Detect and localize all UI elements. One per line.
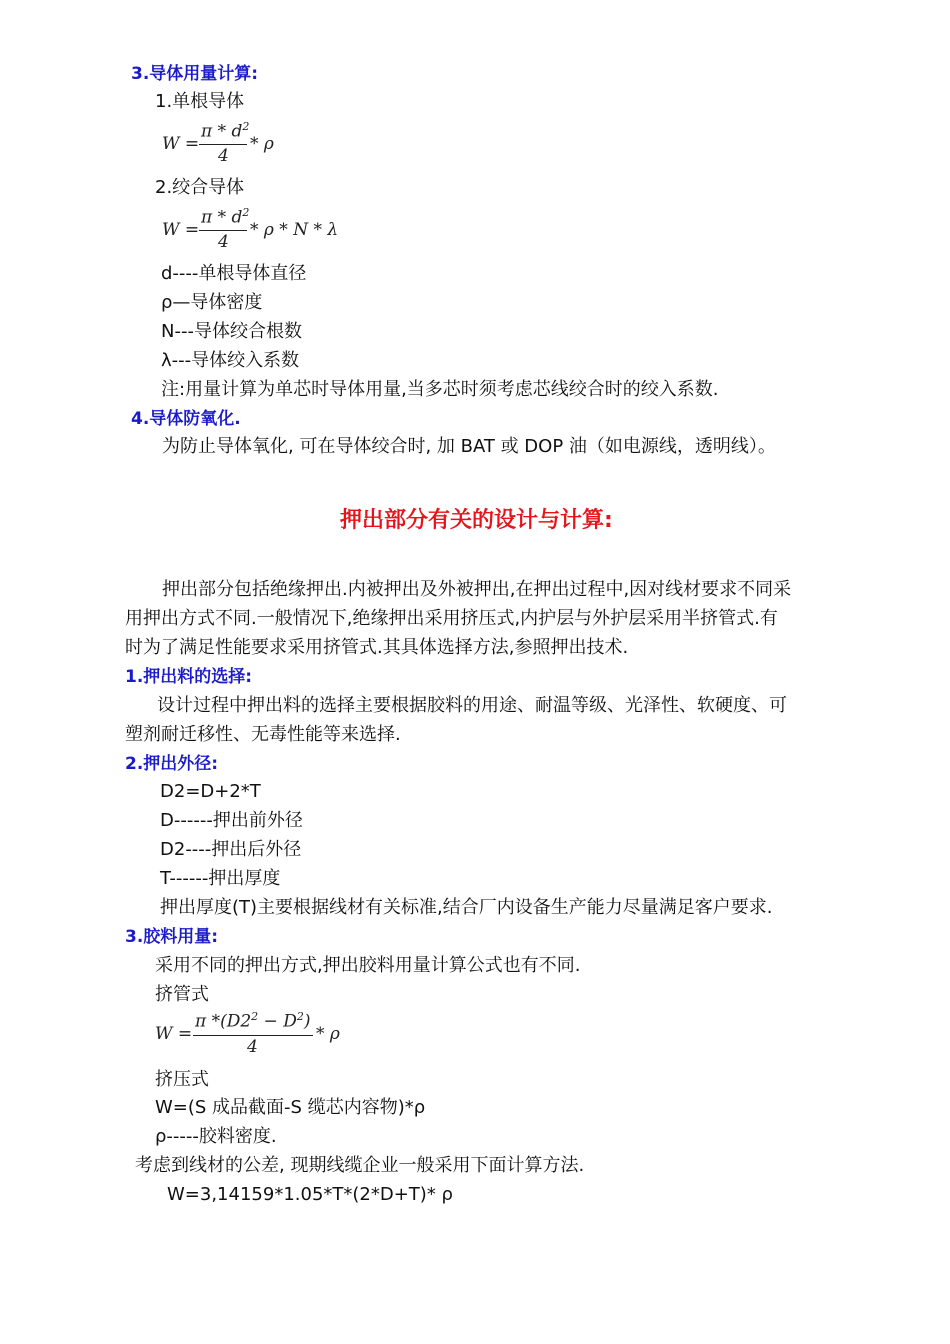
outer-diameter-line: D2----押出后外径 <box>160 839 302 860</box>
section-heading-anti-oxidation: 4.导体防氧化. <box>131 409 241 429</box>
formula-rhs: * ρ <box>250 134 274 154</box>
intro-line: 时为了满足性能要求采用挤管式.其具体选择方法,参照押出技术. <box>125 637 629 658</box>
formula-denominator: 4 <box>218 232 229 252</box>
tube-method-label: 挤管式 <box>155 984 209 1005</box>
section-heading-outer-diameter: 2.押出外径: <box>125 754 219 774</box>
formula-denominator: 4 <box>218 146 229 166</box>
formula-lhs: W = <box>155 1024 193 1044</box>
definition-line: λ---导体绞入系数 <box>161 350 300 371</box>
material-selection-line: 塑剂耐迁移性、无毒性能等来选择. <box>125 724 401 745</box>
formula-numerator: π $*(D2^2 - D^2)$ <box>195 1010 311 1032</box>
outer-diameter-line: D------押出前外径 <box>160 810 303 831</box>
pressure-method-label: 挤压式 <box>155 1069 209 1090</box>
formula-denominator: 4 <box>247 1037 258 1057</box>
formula-rhs: * ρ <box>316 1024 340 1044</box>
fraction-bar <box>199 144 247 145</box>
formula-lhs: W = <box>162 134 200 154</box>
section-heading-compound-amount: 3.胶料用量: <box>125 927 219 947</box>
formula-rhs: * ρ * N * λ <box>250 220 339 240</box>
fraction-bar <box>193 1035 313 1036</box>
fraction-bar <box>199 230 247 231</box>
usage-note: 注:用量计算为单芯时导体用量,当多芯时须考虑芯线绞合时的绞入系数. <box>161 379 719 400</box>
density-definition: ρ-----胶料密度. <box>155 1126 277 1147</box>
formula-numerator: π * $d^2$ <box>201 206 250 228</box>
final-formula: W=3,14159*1.05*T*(2*D+T)* ρ <box>167 1184 453 1205</box>
definition-line: N---导体绞合根数 <box>161 321 302 342</box>
pressure-method-formula: W=(S 成品截面-S 缆芯内容物)*ρ <box>155 1097 426 1118</box>
anti-oxidation-body: 为防止导体氧化, 可在导体绞合时, 加 BAT 或 DOP 油（如电源线，透明线）。 <box>162 436 776 457</box>
intro-line: 押出部分包括绝缘押出.内被押出及外被押出,在押出过程中,因对线材要求不同采 <box>162 579 792 600</box>
formula-lhs: W = <box>162 220 200 240</box>
single-conductor-label: 1.单根导体 <box>155 91 245 112</box>
outer-diameter-line: T------押出厚度 <box>160 868 281 889</box>
intro-line: 用押出方式不同.一般情况下,绝缘押出采用挤压式,内护层与外护层采用半挤管式.有 <box>125 608 778 629</box>
section-heading-conductor-amount: 3.导体用量计算: <box>131 64 259 84</box>
material-selection-line: 设计过程中押出料的选择主要根据胶料的用途、耐温等级、光泽性、软硬度、可 <box>157 695 787 716</box>
section-heading-material-selection: 1.押出料的选择: <box>125 667 253 687</box>
thickness-note: 押出厚度(T)主要根据线材有关标准,结合厂内设备生产能力尽量满足客户要求. <box>160 897 773 918</box>
definition-line: d----单根导体直径 <box>161 263 307 284</box>
outer-diameter-line: D2=D+2*T <box>160 781 261 802</box>
tolerance-note: 考虑到线材的公差, 现期线缆企业一般采用下面计算方法. <box>135 1155 585 1176</box>
page-title: 押出部分有关的设计与计算: <box>340 508 613 533</box>
definition-line: ρ—导体密度 <box>161 292 263 313</box>
formula-numerator: π * $d^2$ <box>201 120 250 142</box>
compound-intro: 采用不同的押出方式,押出胶料用量计算公式也有不同. <box>155 955 581 976</box>
stranded-conductor-label: 2.绞合导体 <box>155 177 245 198</box>
